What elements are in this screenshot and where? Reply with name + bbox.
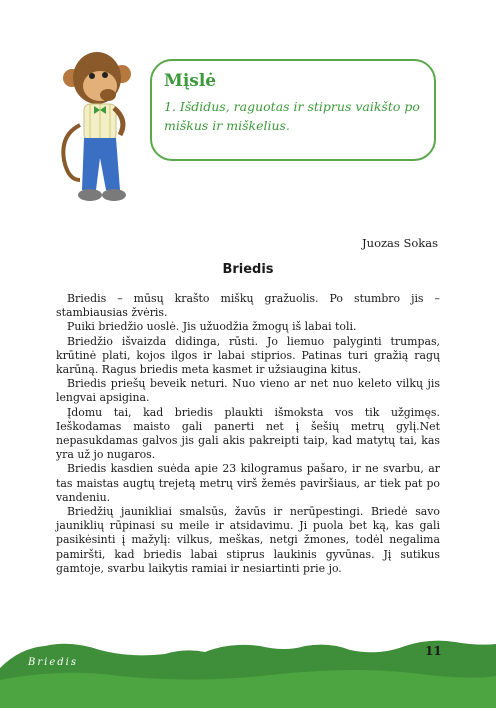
paragraph: Briedžio išvaizda didinga, rūsti. Jo liemuo palyginti trumpas, krūtinė plati, kojos ilgos ir labai stiprios. Patinas turi gražią ragų karūną. Ragus briedis meta kasmet ir užsiaugina kitus. [56,334,440,377]
monkey-illustration [50,40,150,220]
article-title: Briedis [222,262,274,277]
monkey-shoe-left [78,189,102,201]
paragraph: Įdomu tai, kad briedis plaukti išmoksta vos tik užgimęs. Ieškodamas maisto gali panerti net į šešių metrų gylį.Net nepasukdamas galvos jis gali akis pakreipti taip, kad matytų tai, kas yra už jo nugaros. [56,405,440,462]
author-name: Juozas Sokas [362,236,438,250]
monkey-shoe-right [102,189,126,201]
monkey-tail [63,125,80,180]
paragraph: Briedis – mūsų krašto miškų gražuolis. Po stumbro jis – stambiausias žvėris. [56,292,440,320]
monkey-hand [100,89,116,101]
page-number: 11 [425,644,442,658]
paragraph: Briedžių jaunikliai smalsūs, žavūs ir nerūpestingi. Briedė savo jauniklių rūpinasi su meile ir atsidavimu. Ji puola bet ką, kas gali pasikėsinti į mažylį: vilkus, meškas, netgi žmones, todėl negalima pamiršti, kad briedis labai stiprus laukinis gyvūnas. Jį sutikus gamtoje, svarbu laikytis ramiai ir nesiartinti prie jo. [56,505,440,575]
monkey-pants [82,138,120,190]
paragraph: Briedis priešų beveik neturi. Nuo vieno ar net nuo keleto vilkų jis lengvai apsigina. [56,377,440,405]
riddle-text: 1. Išdidus, raguotas ir stiprus vaikšto po miškus ir miškelius. [164,99,420,133]
riddle-box [150,59,436,161]
monkey-eye-left [89,73,95,79]
paragraph: Briedis kasdien suėda apie 23 kilogramus pašaro, ir ne svarbu, ar tas maistas augtų trejetą metrų virš žemės paviršiaus, ar tiek pat po vandeniu. [56,462,440,504]
footer-landscape [0,628,496,708]
monkey-eye-right [102,72,108,78]
footer-label: Briedis [28,657,78,668]
article-body [56,292,440,576]
riddle-title: Mįslė [164,71,217,91]
paragraph: Puiki briedžio uoslė. Jis užuodžia žmogų iš labai toli. [67,320,357,334]
